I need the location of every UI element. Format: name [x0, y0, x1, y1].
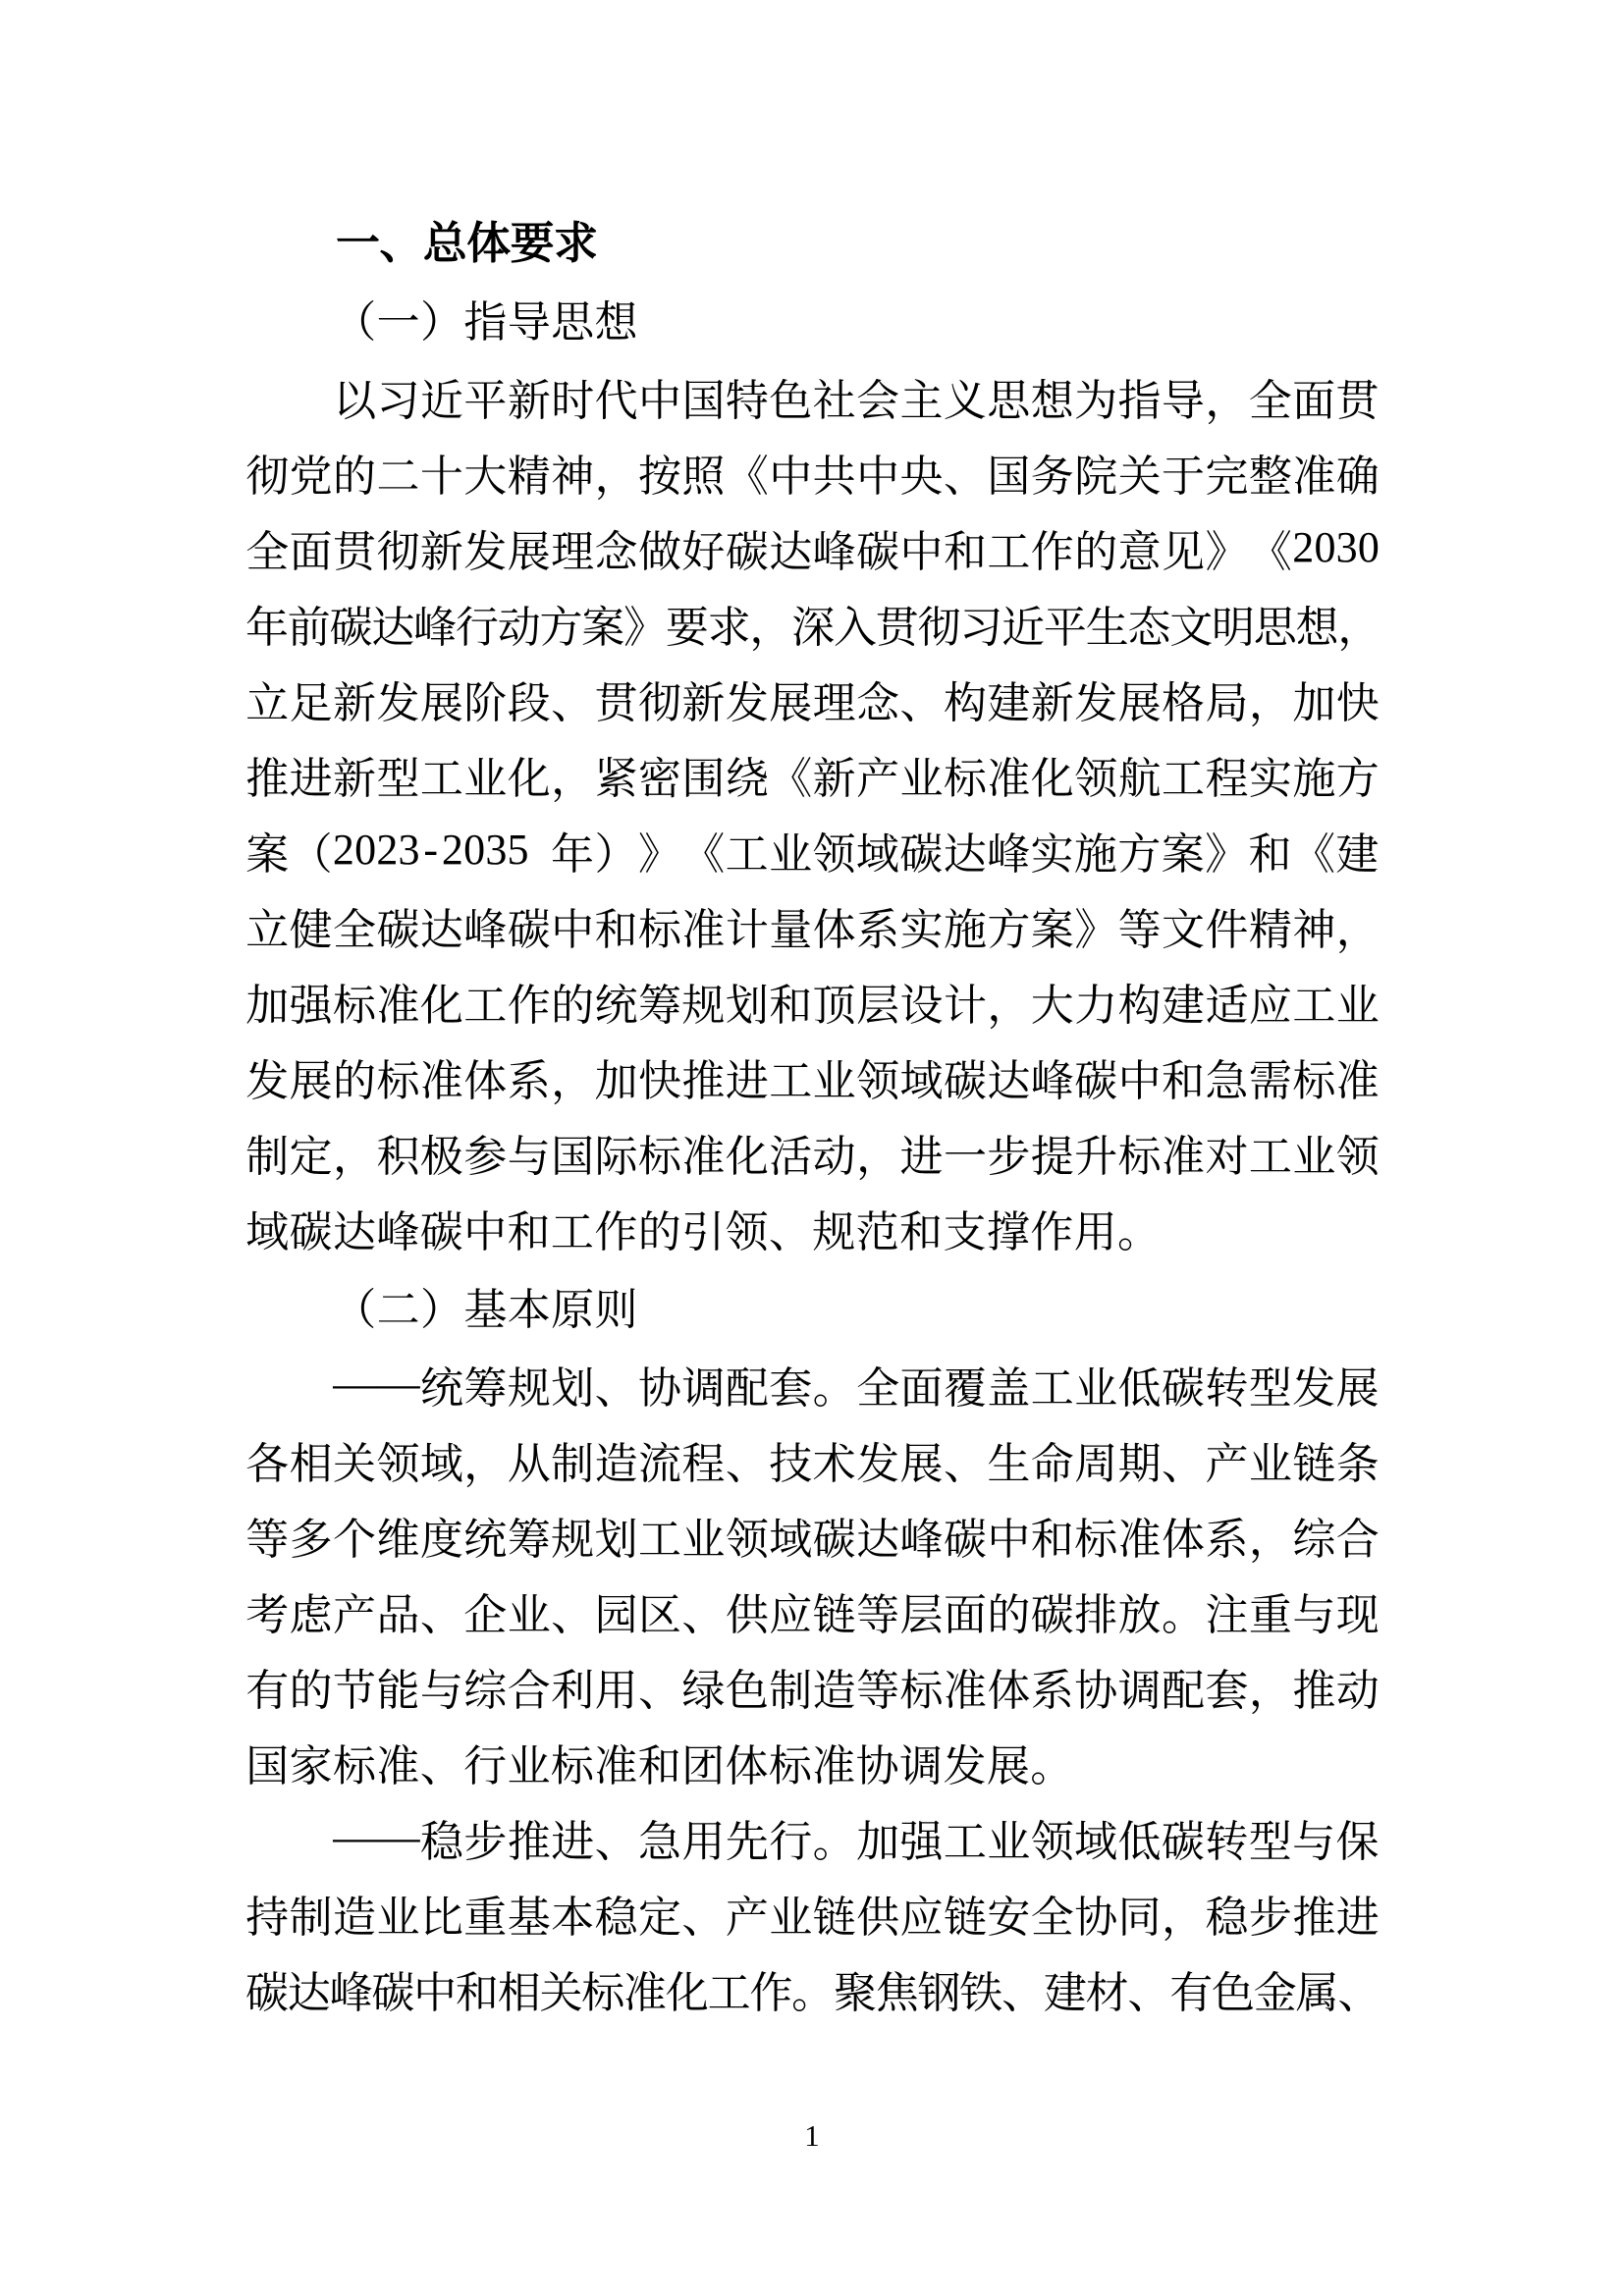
body-line: 制 定 ， 积 极 参 与 国 际 标 准 化 活 动 ， 进 一 步 提 升 标 准 对 工 业 领: [245, 1132, 1380, 1181]
document-body: [245, 199, 1380, 2026]
section-heading: 一 、 总 体 要 求: [336, 217, 598, 268]
body-line: 年 前 碳 达 峰 行 动 方 案 》 要 求 ， 深 入 贯 彻 习 近 平 生 态 文 明 思 想 ，: [245, 603, 1381, 652]
subsection-heading-1: （ 一 ） 指 导 思 想: [333, 298, 638, 347]
body-line: 有 的 节 能 与 综 合 利 用 、 绿 色 制 造 等 标 准 体 系 协 调 配 套 ， 推 动: [245, 1666, 1380, 1715]
body-line: 立 足 新 发 展 阶 段 、 贯 彻 新 发 展 理 念 、 构 建 新 发 展 格 局 ， 加 快: [245, 678, 1380, 727]
body-line: 域 碳 达 峰 碳 中 和 工 作 的 引 领 、 规 范 和 支 撑 作 用 。: [245, 1207, 1161, 1256]
body-line: 彻 党 的 二 十 大 精 神 ， 按 照 《 中 共 中 央 、 国 务 院 关 于 完 整 准 确: [245, 452, 1380, 501]
body-line: 推 进 新 型 工 业 化 ， 紧 密 围 绕 《 新 产 业 标 准 化 领 航 工 程 实 施 方: [245, 754, 1380, 803]
body-line: 考 虑 产 品 、 企 业 、 园 区 、 供 应 链 等 层 面 的 碳 排 放 。 注 重 与 现: [245, 1590, 1380, 1639]
body-line: 持 制 造 业 比 重 基 本 稳 定 、 产 业 链 供 应 链 安 全 协 同 ， 稳 步 推 进: [245, 1893, 1380, 1942]
body-line: 碳 达 峰 碳 中 和 相 关 标 准 化 工 作 。 聚 焦 钢 铁 、 建 材 、 有 色 金 属 、: [245, 1968, 1381, 2017]
body-line: — — 统 筹 规 划 、 协 调 配 套 。 全 面 覆 盖 工 业 低 碳 转 型 发 展: [333, 1360, 1380, 1413]
page-number: 1: [804, 2118, 820, 2153]
body-line: 发 展 的 标 准 体 系 ， 加 快 推 进 工 业 领 域 碳 达 峰 碳 中 和 急 需 标 准: [245, 1056, 1380, 1105]
subsection-heading-2: （ 二 ） 基 本 原 则: [333, 1286, 638, 1334]
body-line: 加 强 标 准 化 工 作 的 统 筹 规 划 和 顶 层 设 计 ， 大 力 构 建 适 应 工 业: [245, 981, 1380, 1030]
body-line: 全 面 贯 彻 新 发 展 理 念 做 好 碳 达 峰 碳 中 和 工 作 的 意 见 》 《 2 0 3 0: [245, 523, 1380, 576]
body-line: — — 稳 步 推 进 、 急 用 先 行 。 加 强 工 业 领 域 低 碳 转 型 与 保: [333, 1813, 1380, 1866]
body-line: 案 （ 2 0 2 3 - 2 0 3 5 年 ） 》 《 工 业 领 域 碳 达 峰 实 施 方 案 》 和 《 建: [245, 826, 1380, 879]
body-line: 立 健 全 碳 达 峰 碳 中 和 标 准 计 量 体 系 实 施 方 案 》 等 文 件 精 神 ，: [245, 905, 1380, 954]
body-line: 国 家 标 准 、 行 业 标 准 和 团 体 标 准 协 调 发 展 。: [245, 1741, 1074, 1790]
body-line: 等 多 个 维 度 统 筹 规 划 工 业 领 域 碳 达 峰 碳 中 和 标 准 体 系 ， 综 合: [245, 1515, 1380, 1564]
body-line: 以 习 近 平 新 时 代 中 国 特 色 社 会 主 义 思 想 为 指 导 ， 全 面 贯: [333, 376, 1380, 425]
body-line: 各 相 关 领 域 ， 从 制 造 流 程 、 技 术 发 展 、 生 命 周 期 、 产 业 链 条: [245, 1439, 1380, 1488]
